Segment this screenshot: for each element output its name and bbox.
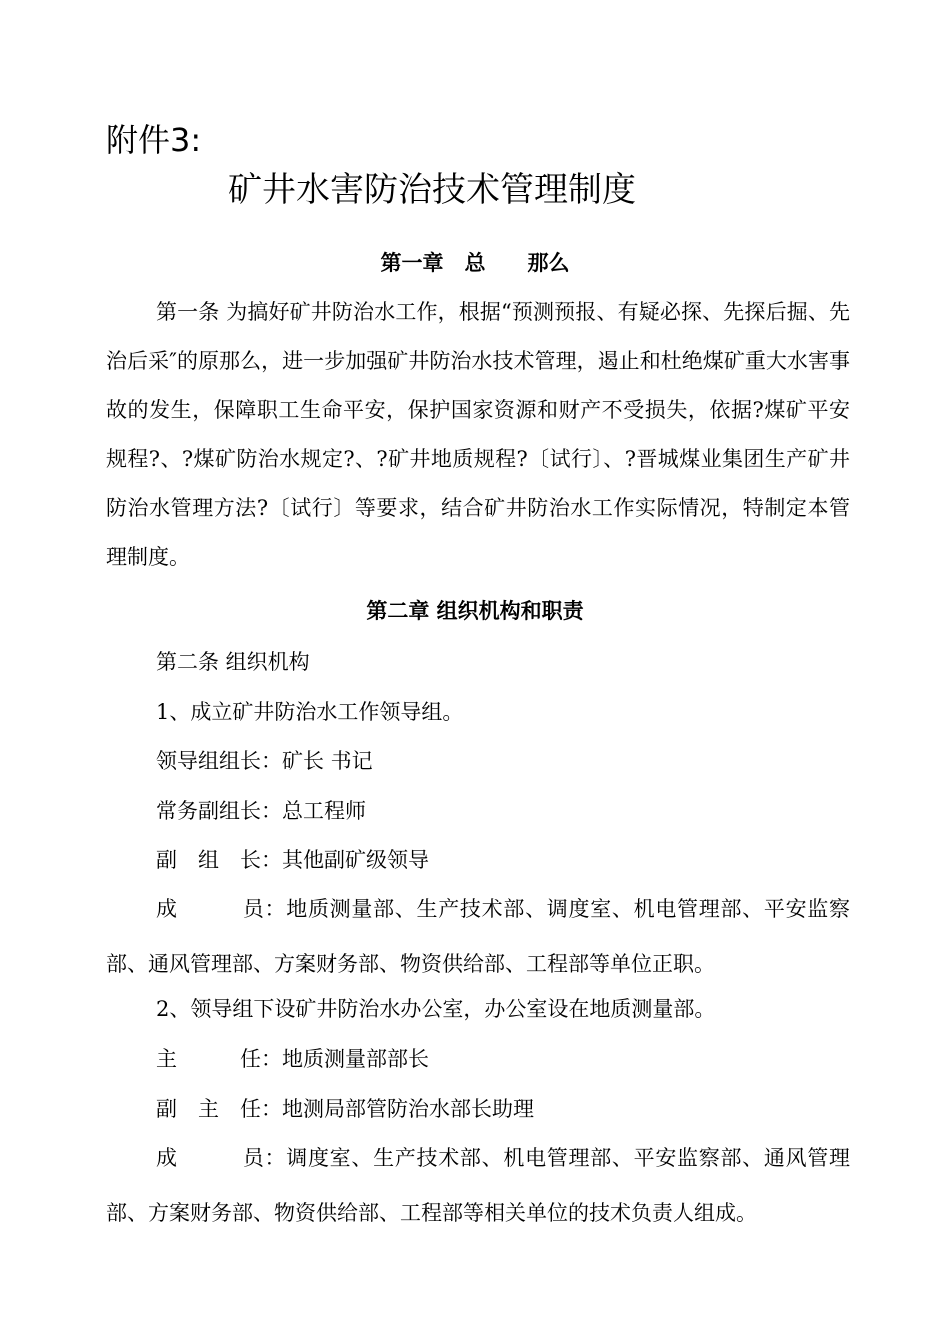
item-1-text: 1、成立矿井防治水工作领导组。	[156, 700, 464, 724]
item-2-text: 2、领导组下设矿井防治水办公室，办公室设在地质测量部。	[156, 997, 716, 1021]
article-2-heading: 第二条 组织机构	[156, 650, 310, 674]
executive-deputy-line: 常务副组长：总工程师	[156, 799, 366, 823]
members-2-paragraph: 成 员：调度室、生产技术部、机电管理部、平安监察部、通风管理部、方案财务部、物资供给部、工程部等相关单位的技术负责人组成。	[106, 1146, 850, 1225]
vice-director-line: 副 主 任：地测局部管防治水部长助理	[156, 1097, 534, 1121]
leader-line: 领导组组长：矿长 书记	[156, 749, 373, 773]
deputy-line: 副 组 长：其他副矿级领导	[156, 848, 429, 872]
members-1-paragraph: 成 员：地质测量部、生产技术部、调度室、机电管理部、平安监察部、通风管理部、方案财务部、物资供给部、工程部等单位正职。	[106, 897, 850, 976]
chapter-1-heading: 第一章 总 那么	[380, 251, 570, 275]
chapter-2-heading: 第二章 组织机构和职责	[366, 599, 584, 623]
article-1-paragraph: 第一条 为搞好矿井防治水工作，根据“预测预报、有疑必探、先探后掘、先治后采″的原那么，进一步加强矿井防治水技术管理，遏止和杜绝煤矿重大水害事故的发生，保障职工生命平安，保护国家资源和财产不受损失，依据?煤矿平安规程?、?煤矿防治水规定?、?矿井地质规程?〔试行〕、?晋城煤业集团生产矿井防治水管理方法?〔试行〕等要求，结合矿井防治水工作实际情况，特制定本管理制度。	[106, 300, 850, 569]
attachment-label: 附件3:	[106, 121, 202, 159]
director-line: 主 任：地质测量部部长	[156, 1047, 429, 1071]
document-title: 矿井水害防治技术管理制度	[228, 170, 636, 210]
